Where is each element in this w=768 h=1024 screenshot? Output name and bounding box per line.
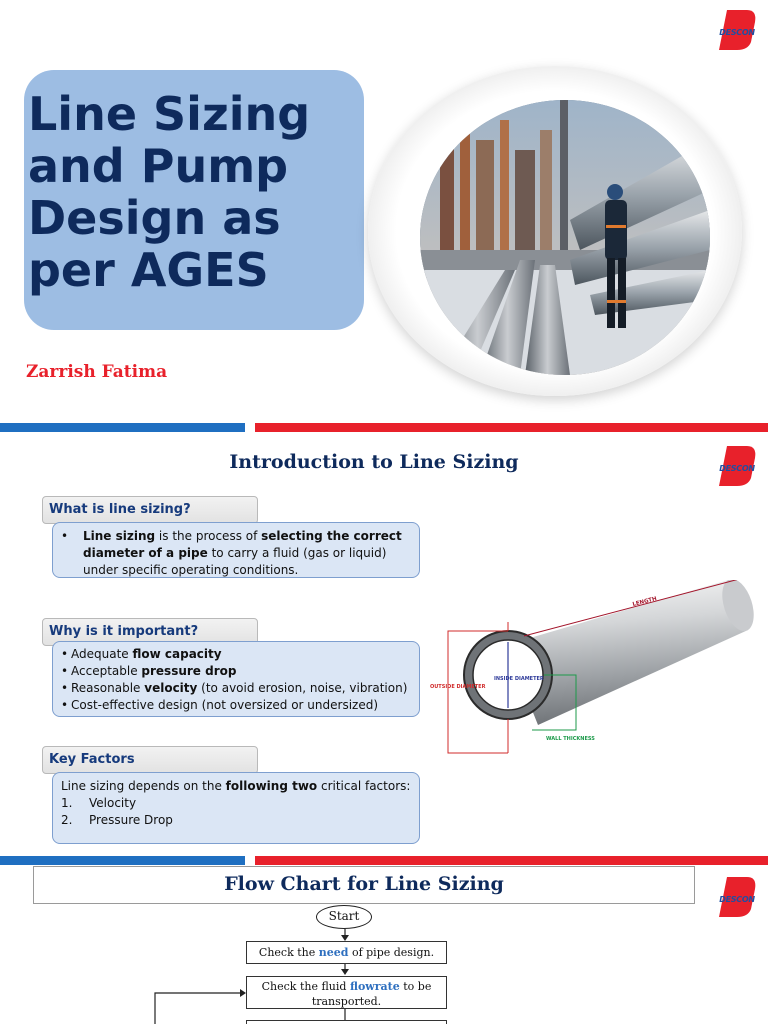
text: to be transported.	[311, 980, 432, 1008]
slide-heading: Introduction to Line Sizing	[229, 451, 519, 473]
section-label-why: Why is it important?	[42, 618, 258, 646]
length-label: LENGTH	[632, 596, 658, 608]
divider-stripe-red	[255, 856, 768, 865]
slide-heading: Flow Chart for Line Sizing	[224, 873, 504, 895]
text: Reasonable	[71, 681, 145, 695]
list-item	[61, 697, 411, 714]
author-name: Zarrish Fatima	[26, 362, 168, 382]
item-number: 2.	[61, 813, 73, 827]
title-line: and Pump	[28, 139, 289, 193]
bold-term: Line sizing	[83, 529, 156, 543]
divider-stripe-red	[255, 423, 768, 432]
item-text: Pressure Drop	[89, 813, 173, 827]
text: critical factors:	[317, 779, 411, 793]
bold-term: flow capacity	[132, 647, 222, 661]
descon-logo-text: DESCON	[719, 28, 755, 37]
pipeline-photo-icon	[420, 100, 710, 375]
list-item	[61, 795, 411, 812]
item-text: Velocity	[89, 796, 137, 810]
section-label-key: Key Factors	[42, 746, 258, 774]
section-box-key	[52, 772, 420, 844]
pipe-diagram-icon	[428, 580, 758, 760]
outside-diameter-label: OUTSIDE DIAMETER	[430, 684, 486, 690]
pipe-diagram	[428, 580, 758, 760]
bold-term: pressure drop	[141, 664, 237, 678]
slide-flow-chart	[0, 865, 768, 1024]
text: Adequate	[71, 647, 133, 661]
what-bullet	[61, 528, 411, 579]
highlight-term: need	[318, 946, 349, 959]
slide-introduction	[0, 432, 768, 856]
text: to carry a fluid (gas or liquid) under specific operating conditions.	[83, 546, 387, 577]
text: is the process of	[155, 529, 262, 543]
section-label-what: What is line sizing?	[42, 496, 258, 524]
flow-step	[246, 941, 447, 964]
title-box	[24, 70, 364, 330]
title-line: Design as	[28, 191, 281, 245]
text: Check the	[258, 946, 319, 959]
section-box-why	[52, 641, 420, 717]
main-title	[28, 88, 360, 296]
text: Check the fluid	[261, 980, 350, 993]
divider-stripe-blue	[0, 856, 245, 865]
key-intro	[61, 778, 411, 795]
list-item	[61, 680, 411, 697]
divider-stripe-blue	[0, 423, 245, 432]
text: Cost-effective design (not oversized or undersized)	[71, 698, 379, 712]
item-number: 1.	[61, 796, 73, 810]
industrial-pipeline-photo	[420, 100, 710, 375]
text: Acceptable	[71, 664, 142, 678]
flow-step	[246, 976, 447, 1009]
descon-logo	[717, 8, 757, 50]
descon-logo-text: DESCON	[719, 464, 755, 473]
descon-logo-text: DESCON	[719, 895, 755, 904]
list-item	[61, 663, 411, 680]
text: Line sizing depends on the	[61, 779, 226, 793]
slide-title	[0, 0, 768, 420]
section-box-what	[52, 522, 420, 578]
text: (to avoid erosion, noise, vibration)	[197, 681, 408, 695]
title-line: Line Sizing	[28, 87, 311, 141]
bold-term: selecting the correct diameter of a pipe	[83, 529, 402, 560]
title-line: per AGES	[28, 243, 269, 297]
bold-term: following two	[225, 779, 318, 793]
text: of pipe design.	[348, 946, 435, 959]
highlight-term: flowrate	[349, 980, 400, 993]
list-item	[61, 812, 411, 829]
flow-step-next	[246, 1020, 447, 1024]
wall-thickness-label: WALL THICKNESS	[546, 736, 595, 742]
bold-term: velocity	[144, 681, 198, 695]
inside-diameter-label: INSIDE DIAMETER	[494, 676, 544, 682]
list-item	[61, 646, 411, 663]
flow-start: Start	[316, 905, 372, 929]
